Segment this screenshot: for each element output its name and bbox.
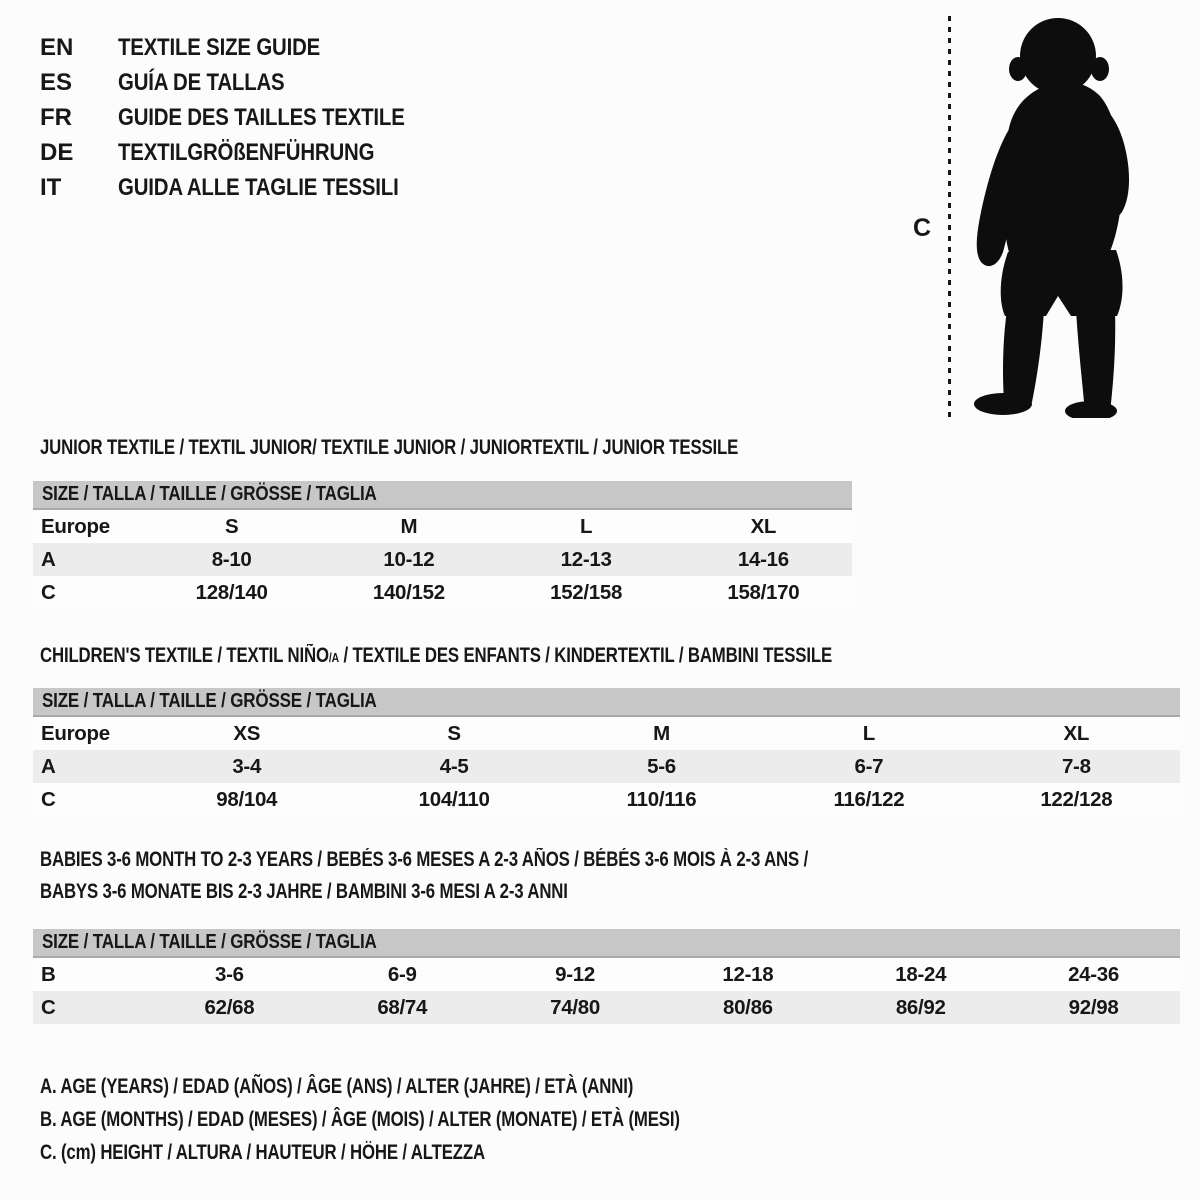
- lang-code-fr: FR: [40, 103, 72, 131]
- children-title-post: / TEXTILE DES ENFANTS / KINDERTEXTIL / BAMBINI TESSILE: [338, 644, 833, 667]
- lang-code-de: DE: [40, 138, 74, 166]
- children-size-table: [33, 688, 1180, 816]
- table-row: [33, 717, 1180, 750]
- table-row: [33, 510, 852, 543]
- table-cell: 68/74: [377, 995, 428, 1019]
- children-section-title: [40, 644, 1030, 668]
- babies-size-band-text: SIZE / TALLA / TAILLE / GRÖSSE / TAGLIA: [42, 931, 377, 953]
- table-cell: L: [580, 514, 593, 538]
- children-size-band: [33, 688, 1180, 717]
- language-title-list: [40, 30, 455, 205]
- table-cell: 8-10: [211, 547, 252, 571]
- table-cell: S: [224, 514, 239, 538]
- legend-line-a: [40, 1070, 840, 1103]
- table-row: [33, 750, 1180, 783]
- table-cell: 9-12: [555, 962, 595, 986]
- table-cell: 12-18: [722, 962, 774, 986]
- table-cell: 3-4: [232, 754, 262, 778]
- children-section-title-text: [40, 644, 832, 668]
- children-size-band-text: SIZE / TALLA / TAILLE / GRÖSSE / TAGLIA: [42, 690, 377, 712]
- babies-title-line2-text: BABYS 3-6 MONATE BIS 2-3 JAHRE / BAMBINI 3-6 MESI A 2-3 ANNI: [40, 880, 568, 903]
- table-cell: 12-13: [560, 547, 612, 571]
- row-label: Europe: [41, 514, 110, 538]
- table-cell: S: [447, 721, 461, 745]
- table-cell: 24-36: [1068, 962, 1120, 986]
- legend-line-b-text: B. AGE (MONTHS) / EDAD (MESES) / ÂGE (MOIS) / ALTER (MONATE) / ETÀ (MESI): [40, 1107, 680, 1131]
- table-cell: 128/140: [195, 580, 268, 604]
- table-cell: 92/98: [1068, 995, 1119, 1019]
- table-cell: 86/92: [895, 995, 946, 1019]
- table-cell: M: [653, 721, 670, 745]
- lang-row-fr: [40, 100, 455, 135]
- table-cell: 140/152: [372, 580, 445, 604]
- babies-title-line1-text: BABIES 3-6 MONTH TO 2-3 YEARS / BEBÉS 3-6 MESES A 2-3 AÑOS / BÉBÉS 3-6 MOIS À 2-3 ANS /: [40, 848, 809, 871]
- table-cell: 152/158: [550, 580, 623, 604]
- row-label: Europe: [41, 721, 110, 745]
- table-cell: L: [862, 721, 876, 745]
- row-label: C: [41, 580, 56, 604]
- table-cell: 6-9: [387, 962, 417, 986]
- children-title-sub: /A: [328, 650, 339, 665]
- table-cell: 3-6: [215, 962, 244, 986]
- table-cell: XL: [1063, 721, 1090, 745]
- babies-section-title-line1: [40, 848, 1000, 872]
- table-row: [33, 991, 1180, 1024]
- junior-size-band: [33, 481, 852, 510]
- lang-row-it: [40, 170, 455, 205]
- table-cell: 14-16: [737, 547, 789, 571]
- table-cell: 7-8: [1061, 754, 1091, 778]
- lang-code-it: IT: [40, 173, 62, 201]
- table-cell: 4-5: [439, 754, 469, 778]
- table-cell: 62/68: [204, 995, 255, 1019]
- table-cell: 80/86: [722, 995, 773, 1019]
- junior-section-title: [40, 436, 913, 460]
- children-title-pre: CHILDREN'S TEXTILE / TEXTIL NIÑO: [40, 644, 329, 667]
- table-cell: XL: [750, 514, 777, 538]
- junior-size-table: [33, 481, 852, 609]
- table-cell: 6-7: [854, 754, 884, 778]
- table-cell: 158/170: [727, 580, 800, 604]
- lang-title-fr: GUIDE DES TAILLES TEXTILE: [118, 103, 405, 131]
- lang-row-de: [40, 135, 455, 170]
- row-label: C: [41, 787, 56, 811]
- babies-section-title-line2: [40, 880, 700, 904]
- legend-line-b: [40, 1103, 840, 1136]
- lang-code-es: ES: [40, 68, 73, 96]
- table-cell: 10-12: [383, 547, 435, 571]
- lang-title-it: GUIDA ALLE TAGLIE TESSILI: [118, 173, 399, 201]
- row-label: A: [41, 754, 56, 778]
- toddler-silhouette-icon: [958, 12, 1148, 418]
- table-cell: 74/80: [550, 995, 600, 1019]
- row-label: A: [41, 547, 56, 571]
- lang-row-en: [40, 30, 455, 65]
- table-row: [33, 783, 1180, 816]
- row-label: C: [41, 995, 56, 1019]
- table-cell: 104/110: [418, 787, 490, 811]
- lang-title-en: TEXTILE SIZE GUIDE: [118, 33, 321, 61]
- table-cell: 98/104: [216, 787, 278, 811]
- table-cell: M: [400, 514, 418, 538]
- lang-title-de: TEXTILGRÖßENFÜHRUNG: [118, 138, 375, 166]
- table-row: [33, 576, 852, 609]
- legend-line-c: [40, 1136, 840, 1169]
- junior-size-band-text: SIZE / TALLA / TAILLE / GRÖSSE / TAGLIA: [42, 483, 377, 505]
- babies-size-band: [33, 929, 1180, 958]
- lang-title-es: GUÍA DE TALLAS: [118, 68, 285, 96]
- junior-section-title-text: JUNIOR TEXTILE / TEXTIL JUNIOR/ TEXTILE JUNIOR / JUNIORTEXTIL / JUNIOR TESSILE: [40, 436, 739, 459]
- row-label: B: [41, 962, 56, 986]
- lang-row-es: [40, 65, 455, 100]
- babies-size-table: [33, 929, 1180, 1024]
- table-row: [33, 543, 852, 576]
- table-cell: 5-6: [647, 754, 676, 778]
- table-cell: 110/116: [626, 787, 697, 811]
- legend-line-a-text: A. AGE (YEARS) / EDAD (AÑOS) / ÂGE (ANS) / ALTER (JAHRE) / ETÀ (ANNI): [40, 1074, 634, 1098]
- table-cell: 116/122: [833, 787, 905, 811]
- table-cell: 122/128: [1040, 787, 1113, 811]
- height-measure-label: C: [913, 214, 932, 242]
- table-row: [33, 958, 1180, 991]
- lang-code-en: EN: [40, 33, 74, 61]
- height-measure-dashed-line: [948, 16, 951, 418]
- table-cell: XS: [233, 721, 261, 745]
- table-cell: 18-24: [895, 962, 947, 986]
- legend-line-c-text: C. (cm) HEIGHT / ALTURA / HAUTEUR / HÖHE / ALTEZZA: [40, 1140, 485, 1164]
- measurement-legend: [40, 1070, 840, 1169]
